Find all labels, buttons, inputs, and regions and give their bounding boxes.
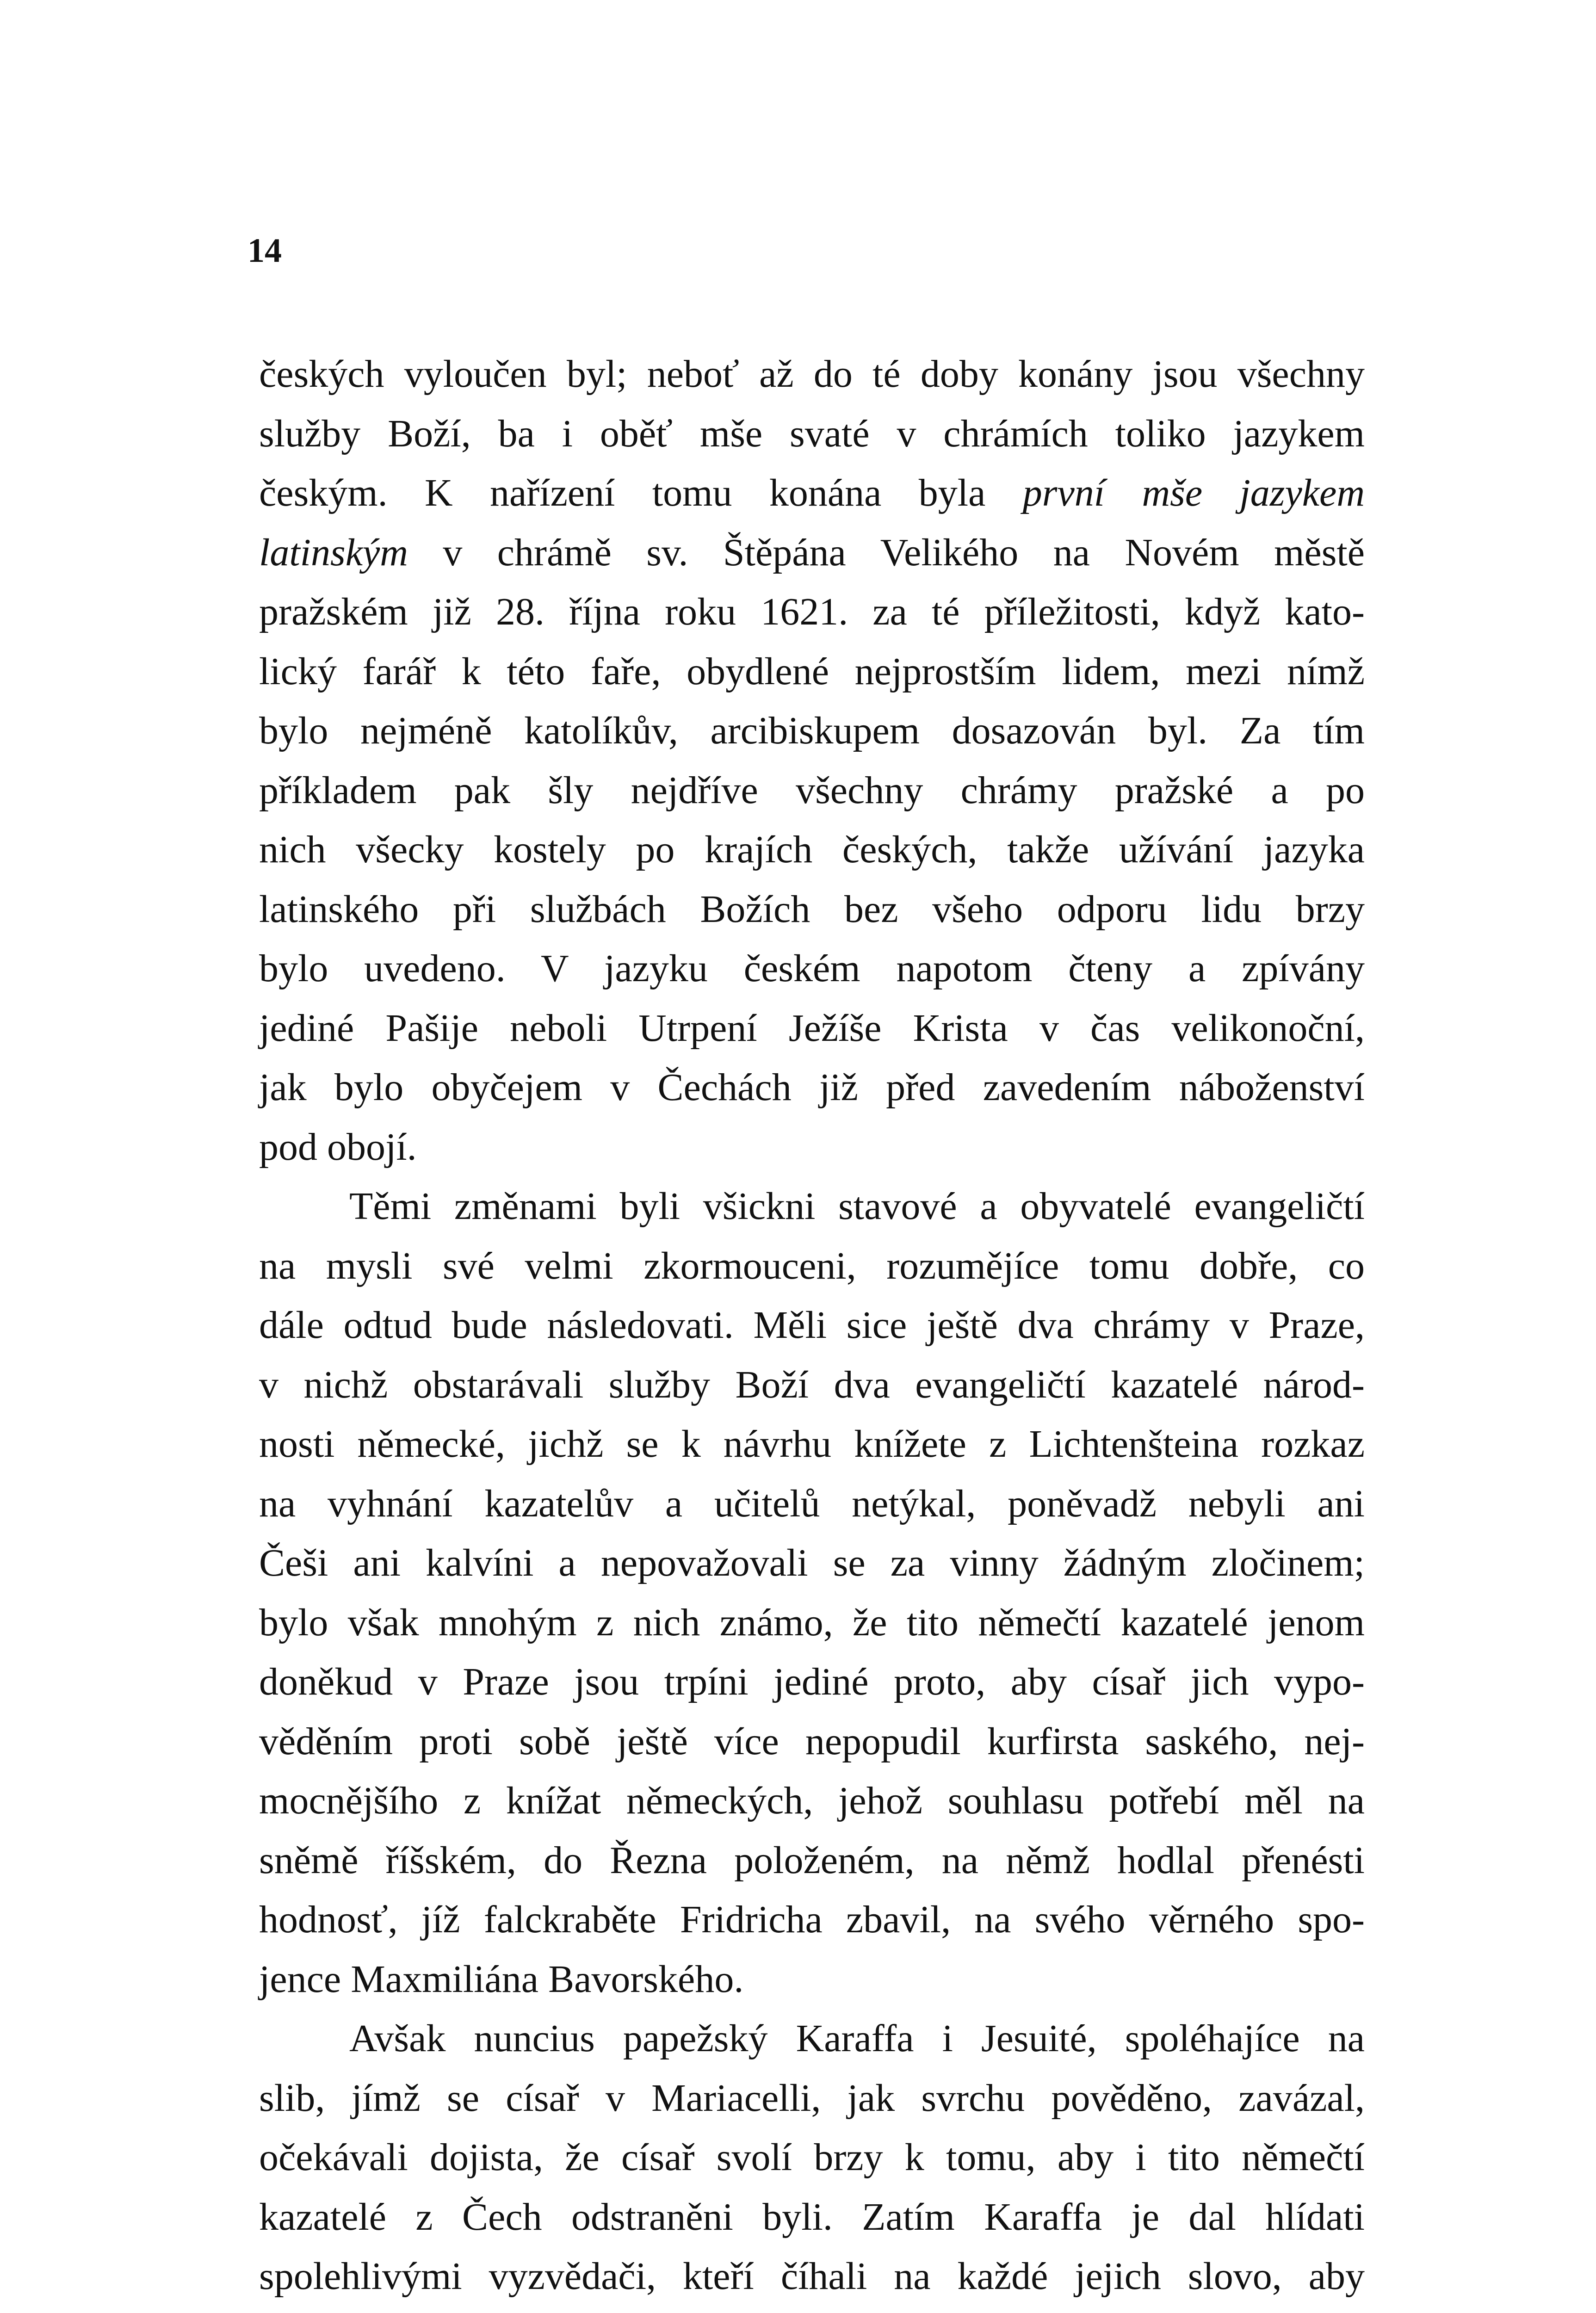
body-text <box>259 345 1365 2313</box>
text-line: českým. K nařízení tomu konána byla první mše jazykem <box>259 471 1365 514</box>
text-line: očekávali dojista, že císař svolí brzy k tomu, aby i tito němečtí <box>259 2136 1365 2179</box>
text-line: služby Boží, ba i oběť mše svaté v chrámích toliko jazykem <box>259 412 1365 455</box>
text-line: nosti německé, jichž se k návrhu knížete z Lichtenšteina rozkaz <box>259 1422 1365 1466</box>
text-line: Těmi změnami byli všickni stavové a obyvatelé evangeličtí <box>349 1185 1365 1228</box>
text-line: hodnosť, jíž falckraběte Fridricha zbavil, na svého věrného spo- <box>259 1898 1365 1941</box>
text-line: lický farář k této faře, obydlené nejprostším lidem, mezi nímž <box>259 649 1365 693</box>
text-line: pod obojí. <box>259 1125 417 1169</box>
text-line: nich všecky kostely po krajích českých, takže užívání jazyka <box>259 828 1365 871</box>
text-line: dále odtud bude následovati. Měli sice ještě dva chrámy v Praze, <box>259 1304 1365 1347</box>
text-line: bylo nejméně katolíkův, arcibiskupem dosazován byl. Za tím <box>259 709 1365 752</box>
page-number: 14 <box>247 232 282 270</box>
text-line <box>259 2307 1365 2313</box>
text-line: na mysli své velmi zkormouceni, rozumějíce tomu dobře, co <box>259 1244 1365 1287</box>
text-line: jak bylo obyčejem v Čechách již před zavedením náboženství <box>259 1066 1365 1109</box>
text-line: bylo však mnohým z nich známo, že tito němečtí kazatelé jenom <box>259 1601 1365 1644</box>
text-line: Avšak nuncius papežský Karaffa i Jesuité, spoléhajíce na <box>349 2017 1365 2060</box>
italic-emphasis: latinským <box>259 531 408 574</box>
paragraph <box>259 2009 1365 2313</box>
italic-emphasis: první mše jazykem <box>1022 471 1365 514</box>
text-line: příkladem pak šly nejdříve všechny chrámy pražské a po <box>259 768 1365 812</box>
text-line: českých vyloučen byl; neboť až do té doby konány jsou všechny <box>259 353 1365 396</box>
text-line: latinského při službách Božích bez všeho odporu lidu brzy <box>259 887 1365 931</box>
text-line: jence Maxmiliána Bavorského. <box>259 1957 744 2001</box>
text-line: slib, jímž se císař v Mariacelli, jak svrchu pověděno, zavázal, <box>259 2076 1365 2120</box>
paragraph <box>259 345 1365 1177</box>
text-line: sněmě říšském, do Řezna položeném, na němž hodlal přenésti <box>259 1838 1365 1882</box>
text-line: Češi ani kalvíni a nepovažovali se za vinny žádným zločinem; <box>259 1541 1365 1584</box>
text-line: věděním proti sobě ještě více nepopudil kurfirsta saského, nej- <box>259 1719 1365 1763</box>
text-line: mocnějšího z knížat německých, jehož souhlasu potřebí měl na <box>259 1779 1365 1822</box>
text-line: doněkud v Praze jsou trpíni jediné proto, aby císař jich vypo- <box>259 1660 1365 1703</box>
text-line: bylo uvedeno. V jazyku českém napotom čteny a zpívány <box>259 947 1365 990</box>
paragraph <box>259 1177 1365 2009</box>
text-line: latinským v chrámě sv. Štěpána Velikého na Novém městě <box>259 531 1365 574</box>
text-line: jediné Pašije neboli Utrpení Ježíše Krista v čas velikonoční, <box>259 1006 1365 1050</box>
text-line: v nichž obstarávali služby Boží dva evangeličtí kazatelé národ- <box>259 1363 1365 1406</box>
text-line: kazatelé z Čech odstraněni byli. Zatím Karaffa je dal hlídati <box>259 2195 1365 2239</box>
text-line: spolehlivými vyzvědači, kteří číhali na každé jejich slovo, aby <box>259 2255 1365 2298</box>
text-line: pražském již 28. října roku 1621. za té příležitosti, když kato- <box>259 590 1365 633</box>
text-line: na vyhnání kazatelův a učitelů netýkal, poněvadž nebyli ani <box>259 1482 1365 1525</box>
